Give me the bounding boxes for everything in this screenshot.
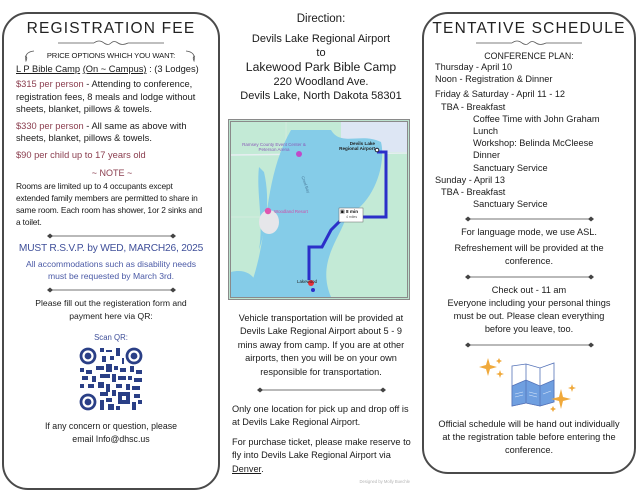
price-option-3 xyxy=(16,149,208,162)
accommodations-note: All accommodations such as disability needs must be requested by March 3rd. xyxy=(25,258,197,282)
right-curl-ornament-icon xyxy=(184,49,198,63)
ticket-suffix: . xyxy=(261,463,264,474)
official-schedule-note: Official schedule will be hand out individually at the registration table before entering the conference. xyxy=(438,419,620,456)
price-option-2 xyxy=(16,120,208,145)
map-label-resort: Woodland Resort xyxy=(274,209,308,214)
divider-icon xyxy=(462,342,597,348)
direction-title: Direction: xyxy=(296,13,346,25)
airport-line-2: Regional Airport xyxy=(339,146,375,151)
route-map[interactable] xyxy=(228,119,410,300)
street-address: 220 Woodland Ave. xyxy=(273,76,369,88)
airport-line-1: Devils Lake xyxy=(349,141,375,146)
qr-code[interactable] xyxy=(78,346,144,412)
price-option-1-price: $315 per person xyxy=(16,79,84,89)
friday-item: Dinner xyxy=(473,150,501,161)
fill-out-instructions: Please fill out the registeration form and payment here via QR: xyxy=(35,297,187,321)
divider-icon xyxy=(44,287,179,293)
transport-info: Vehicle transportation will be provided at Devils Lake Regional Airport about 5 - 9 mins away from camp. If you are at other airports, then you will be on your own responsible for transportation. xyxy=(237,313,405,377)
map-label-airport xyxy=(333,141,375,151)
schedule-list xyxy=(424,61,634,210)
language-note: For language mode, we use ASL. xyxy=(461,227,597,238)
friday-item: Workshop: Belinda McCleese xyxy=(473,138,594,149)
friday-heading: Friday & Saturday - April 11 - 12 xyxy=(435,89,566,100)
camp-info xyxy=(16,64,208,74)
to-word: to xyxy=(316,47,326,59)
thursday-heading: Thursday - April 10 xyxy=(435,62,513,72)
ticket-text: For purchase ticket, please make reserve to fly into Devils Lake Regional Airport via xyxy=(232,436,411,461)
friday-item: Coffee Time with John Graham xyxy=(473,113,600,124)
price-option-2-price: $330 per person xyxy=(16,120,84,131)
brochure-sparkle-icon xyxy=(474,354,584,416)
direction-column xyxy=(222,0,420,495)
destination: Lakewood Park Bible Camp xyxy=(245,60,397,74)
sunday-item: Sanctuary Service xyxy=(473,199,548,210)
price-option-1-desc: - Attending to conference, registration fees, 8 meals and lodge without sheets, blanket, pillows & towels. xyxy=(16,79,196,115)
price-options-subtitle: PRICE OPTIONS WHICH YOU WANT: xyxy=(46,51,176,60)
city-address: Devils Lake, North Dakota 58301 xyxy=(240,90,402,102)
note-title: ~ NOTE ~ xyxy=(91,167,133,178)
friday-item: Sanctuary Service xyxy=(473,162,548,173)
friday-item: Lunch xyxy=(473,126,499,137)
sunday-heading: Sunday - April 13 xyxy=(435,174,505,185)
car-icon: ▣ xyxy=(340,209,345,215)
thursday-item: Noon - Registration & Dinner xyxy=(435,74,553,85)
schedule-title: TENTATIVE SCHEDULE xyxy=(432,20,626,37)
origin: Devils Lake Regional Airport xyxy=(251,33,391,45)
flourish-divider-icon xyxy=(474,39,584,47)
divider-icon xyxy=(254,387,389,393)
tentative-schedule-panel xyxy=(422,12,636,474)
route-time: 8 min xyxy=(346,209,359,214)
pickup-info: Only one location for pick up and drop off is at Devils Lake Regional Airport. xyxy=(232,404,409,428)
rsvp-deadline: MUST R.S.V.P. by WED, MARCH26, 2025 xyxy=(18,242,204,254)
refreshment-note: Refreshement will be provided at the conference. xyxy=(454,243,604,267)
note-body: Rooms are limited up to 4 occupants except extended family members are permitted to share in same room. Each room has shower, 1or 2 sinks and a toilet. xyxy=(16,180,202,228)
price-option-2-desc: - All same as above with sheets, blanket, pillows & towels. xyxy=(16,120,187,144)
registration-fee-panel xyxy=(2,12,220,490)
camp-location: (On ~ Campus) xyxy=(82,64,147,74)
map-label-destination: Lakewood xyxy=(297,279,318,284)
price-option-1 xyxy=(16,78,208,116)
divider-icon xyxy=(44,233,179,239)
ticket-info xyxy=(222,436,420,476)
flourish-divider-icon xyxy=(56,39,166,47)
scan-qr-label: Scan QR: xyxy=(94,332,128,342)
denver-link[interactable]: Denver xyxy=(232,463,262,474)
map-label-event-center: Ramsey County Event Center & Peterson Arena xyxy=(242,142,306,152)
left-curl-ornament-icon xyxy=(22,49,36,63)
registration-title: REGISTRATION FEE xyxy=(26,20,196,37)
checkout-body: Everyone including your personal things must be out. Please clean everything before you leave, too. xyxy=(447,298,611,335)
conference-plan-subtitle: CONFERENCE PLAN: xyxy=(484,51,574,61)
route-distance: 4 miles xyxy=(346,215,358,219)
sunday-first-item: TBA - Breakfast xyxy=(441,187,506,198)
designer-credit: Designed by Molly Buechle xyxy=(359,479,410,484)
map-label-lake: Creel Bay xyxy=(300,175,312,194)
friday-first-item: TBA - Breakfast xyxy=(441,101,506,112)
divider-icon xyxy=(462,216,597,222)
checkout-title: Check out - 11 am xyxy=(491,285,567,296)
divider-icon xyxy=(462,274,597,280)
price-option-3-price: $90 per child up to 17 years old xyxy=(16,149,146,160)
camp-lodges: : (3 Lodges) xyxy=(146,64,199,74)
route-info-box xyxy=(340,209,362,220)
camp-name: L P Bible Camp xyxy=(16,64,81,74)
contact-info: If any concern or question, please email Info@dhsc.us xyxy=(44,420,178,444)
